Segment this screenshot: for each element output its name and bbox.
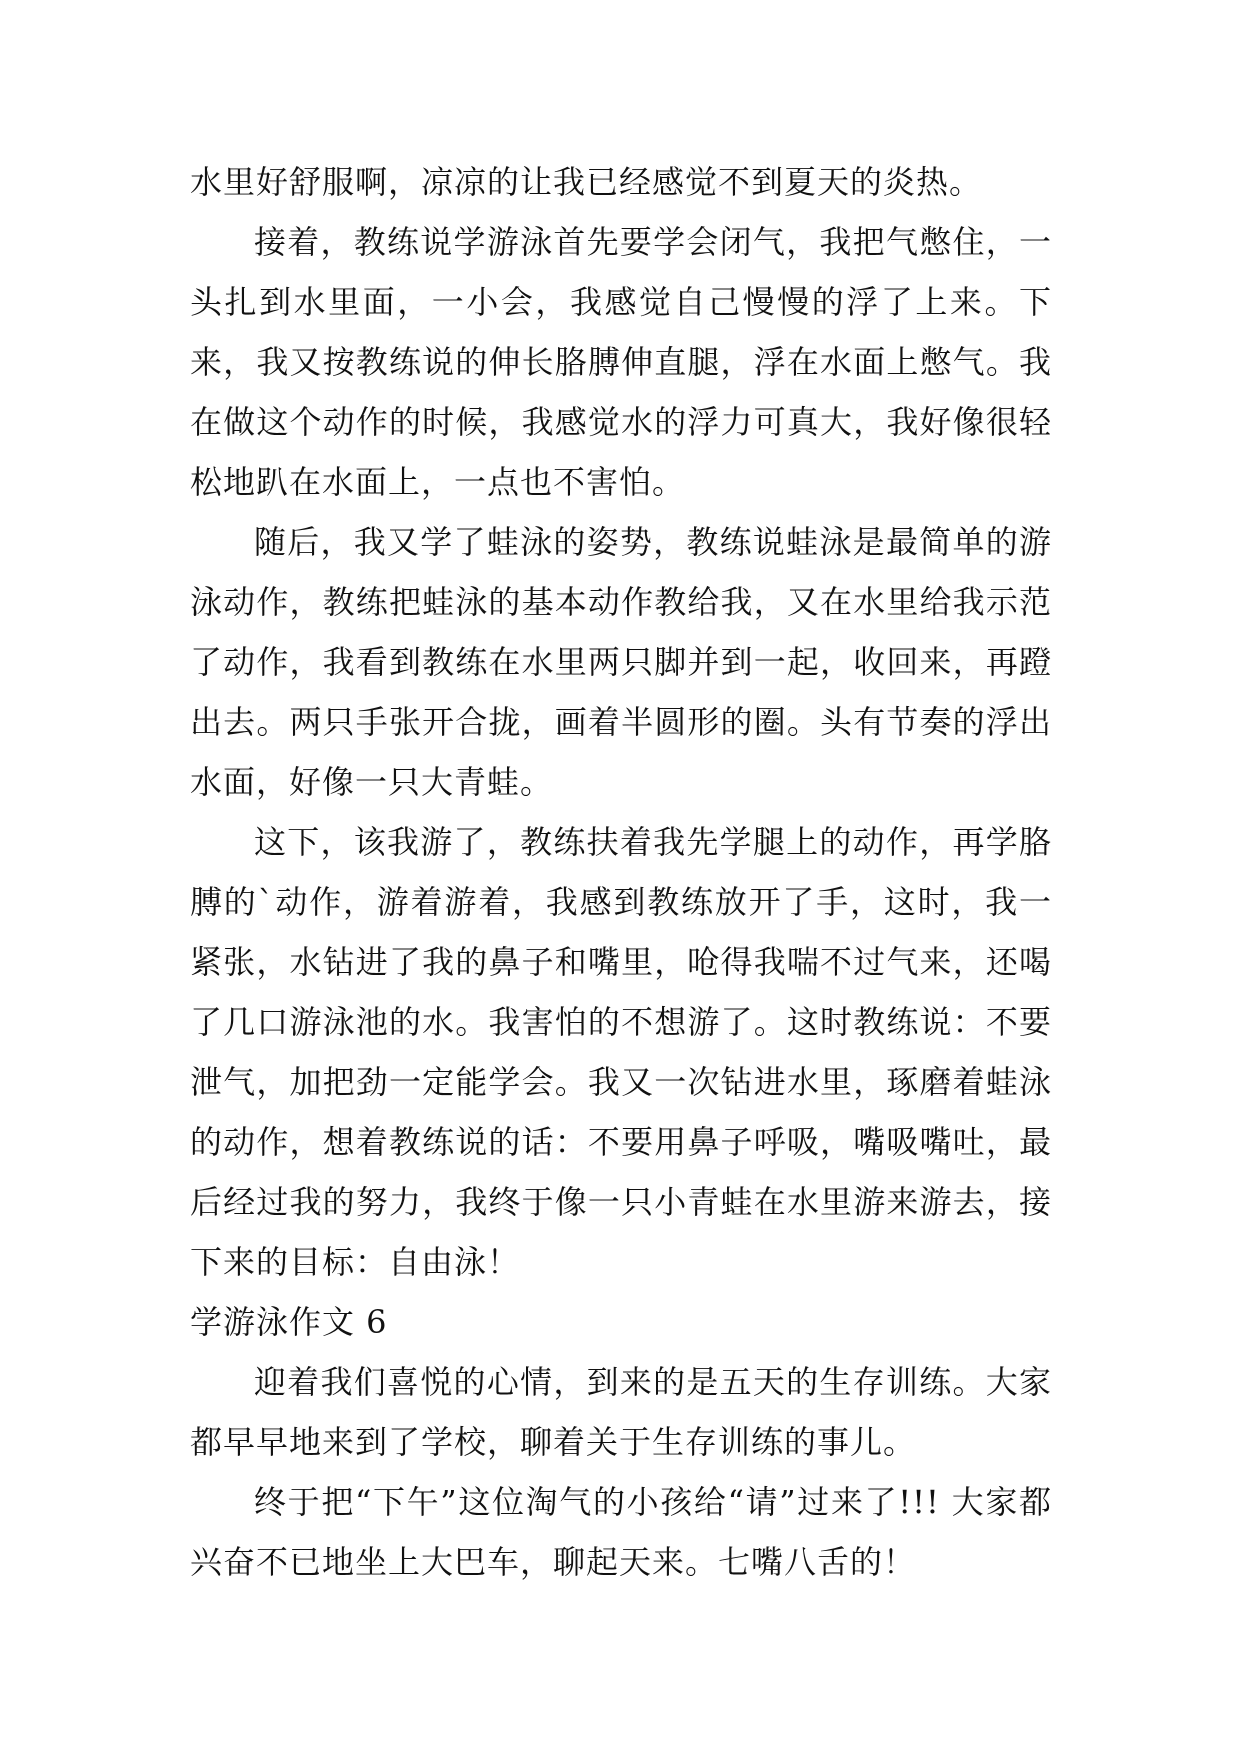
- document-page: [190, 152, 1052, 1592]
- paragraph-survival-training: 迎着我们喜悦的心情，到来的是五天的生存训练。大家都早早地来到了学校，聊着关于生存训练的事儿。: [190, 1363, 1052, 1461]
- paragraph-continuation: 水里好舒服啊，凉凉的让我已经感觉不到夏天的炎热。: [190, 163, 983, 201]
- paragraph-practice: 这下，该我游了，教练扶着我先学腿上的动作，再学胳膊的`动作，游着游着，我感到教练放开了手，这时，我一紧张，水钻进了我的鼻子和嘴里，呛得我喘不过气来，还喝了几口游泳池的水。我害怕的不想游了。这时教练说：不要泄气，加把劲一定能学会。我又一次钻进水里，琢磨着蛙泳的动作，想着教练说的话：不要用鼻子呼吸，嘴吸嘴吐，最后经过我的努力，我终于像一只小青蛙在水里游来游去，接下来的目标：自由泳！: [190, 823, 1052, 1281]
- essay-heading: 学游泳作文 6: [190, 1303, 388, 1341]
- paragraph-holding-breath: 接着，教练说学游泳首先要学会闭气，我把气憋住，一头扎到水里面，一小会，我感觉自己慢慢的浮了上来。下来，我又按教练说的伸长胳膊伸直腿，浮在水面上憋气。我在做这个动作的时候，我感觉水的浮力可真大，我好像很轻松地趴在水面上，一点也不害怕。: [190, 223, 1052, 501]
- paragraph-breaststroke: 随后，我又学了蛙泳的姿势，教练说蛙泳是最简单的游泳动作，教练把蛙泳的基本动作教给我，又在水里给我示范了动作，我看到教练在水里两只脚并到一起，收回来，再蹬出去。两只手张开合拢，画着半圆形的圈。头有节奏的浮出水面，好像一只大青蛙。: [190, 523, 1052, 801]
- paragraph-bus-ride: 终于把“下午”这位淘气的小孩给“请”过来了!!! 大家都兴奋不已地坐上大巴车，聊起天来。七嘴八舌的！: [190, 1483, 1052, 1581]
